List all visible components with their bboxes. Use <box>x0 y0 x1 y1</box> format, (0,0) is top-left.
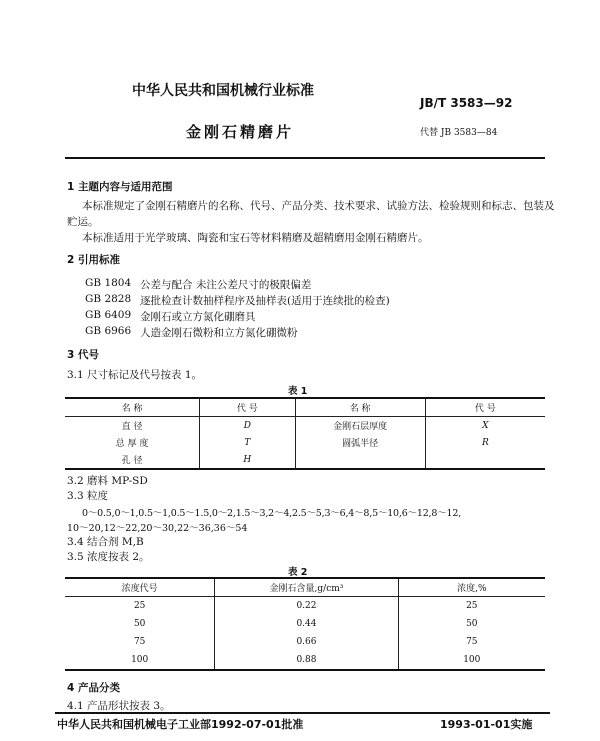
table-cell: 25 <box>65 597 215 616</box>
ref-title: 逐批检查计数抽样程序及抽样表(适用于连续批的检查) <box>140 295 390 307</box>
clause-3-2: 3.2 磨料 MP-SD <box>67 475 148 487</box>
table-cell: 金刚石层厚度 <box>295 417 425 435</box>
table-cell: H <box>200 451 295 469</box>
table-cell: X <box>425 417 545 435</box>
table-row <box>65 633 545 651</box>
table-cell: 0.44 <box>215 615 398 633</box>
table-cell: 100 <box>65 651 215 670</box>
table-cell: 25 <box>398 597 545 616</box>
ref-code: GB 1804 <box>85 277 132 289</box>
table-cell: 100 <box>398 651 545 670</box>
footer-rule <box>55 712 550 714</box>
ref-code: GB 6409 <box>85 309 132 321</box>
table-cell: R <box>425 434 545 451</box>
table-row <box>65 651 545 670</box>
table-header: 代 号 <box>425 398 545 417</box>
section-3-heading: 3 代号 <box>67 349 99 361</box>
section-1-para-2: 本标准适用于光学玻璃、陶瓷和宝石等材料精磨及超精磨用金刚石精磨片。 <box>82 232 429 244</box>
table-cell: 75 <box>65 633 215 651</box>
ref-title: 金刚石或立方氮化硼磨具 <box>140 311 256 323</box>
ref-code: GB 6966 <box>85 325 132 337</box>
table-header: 浓度代号 <box>65 578 215 597</box>
table-cell: 直 径 <box>65 417 200 435</box>
replaces-note: 代替 JB 3583—84 <box>420 128 498 138</box>
section-2-heading: 2 引用标准 <box>67 254 120 266</box>
table-header: 代 号 <box>200 398 295 417</box>
table-cell: 50 <box>65 615 215 633</box>
table-row <box>65 434 545 451</box>
table-row <box>65 451 545 469</box>
table-row <box>65 615 545 633</box>
clause-3-4: 3.4 结合剂 M,B <box>67 536 144 548</box>
standard-number: JB/T 3583—92 <box>420 96 513 110</box>
table-cell <box>295 451 425 469</box>
effective-date: 1993-01-01实施 <box>440 718 533 731</box>
section-1-heading: 1 主题内容与适用范围 <box>67 181 173 193</box>
table-header: 浓度,% <box>398 578 545 597</box>
table-cell: 0.88 <box>215 651 398 670</box>
clause-3-5: 3.5 浓度按表 2。 <box>67 551 150 563</box>
table-header: 名 称 <box>295 398 425 417</box>
grit-list-cont: 10～20,12～22,20～30,22～36,36～54 <box>67 523 248 534</box>
table-cell: 0.22 <box>215 597 398 616</box>
clause-3-1: 3.1 尺寸标记及代号按表 1。 <box>67 369 203 381</box>
table-2-caption: 表 2 <box>288 567 308 578</box>
section-1-para-1: 本标准规定了金刚石精磨片的名称、代号、产品分类、技术要求、试验方法、检验规则和标志、包装及 <box>82 200 555 212</box>
table-2 <box>65 577 545 671</box>
section-4-heading: 4 产品分类 <box>67 682 120 694</box>
table-cell: 孔 径 <box>65 451 200 469</box>
table-row <box>65 417 545 435</box>
table-cell: 圆弧半径 <box>295 434 425 451</box>
table-cell: T <box>200 434 295 451</box>
clause-4-1: 4.1 产品形状按表 3。 <box>67 700 171 712</box>
table-cell: 总 厚 度 <box>65 434 200 451</box>
table-cell: 75 <box>398 633 545 651</box>
table-cell <box>425 451 545 469</box>
section-1-para-1-cont: 贮运。 <box>67 216 99 228</box>
ref-title: 公差与配合 未注公差尺寸的极限偏差 <box>140 279 312 291</box>
header-rule <box>65 157 545 159</box>
approval-line: 中华人民共和国机械电子工业部1992-07-01批准 <box>57 718 304 731</box>
grit-list: 0～0.5,0～1,0.5～1,0.5～1.5,0～2,1.5～3,2～4,2.5～5,3～6,4～8,5～10,6～12,8～12, <box>82 508 462 519</box>
table-1-caption: 表 1 <box>288 386 308 397</box>
table-header: 金刚石含量,g/cm³ <box>215 578 398 597</box>
clause-3-3: 3.3 粒度 <box>67 490 109 502</box>
org-title: 中华人民共和国机械行业标准 <box>132 83 314 99</box>
table-cell: 50 <box>398 615 545 633</box>
ref-code: GB 2828 <box>85 293 132 305</box>
table-1 <box>65 397 545 470</box>
table-header: 名 称 <box>65 398 200 417</box>
table-cell: D <box>200 417 295 435</box>
table-row <box>65 597 545 616</box>
ref-title: 人造金刚石微粉和立方氮化硼微粉 <box>140 327 298 339</box>
document-title: 金刚石精磨片 <box>186 123 295 141</box>
table-cell: 0.66 <box>215 633 398 651</box>
